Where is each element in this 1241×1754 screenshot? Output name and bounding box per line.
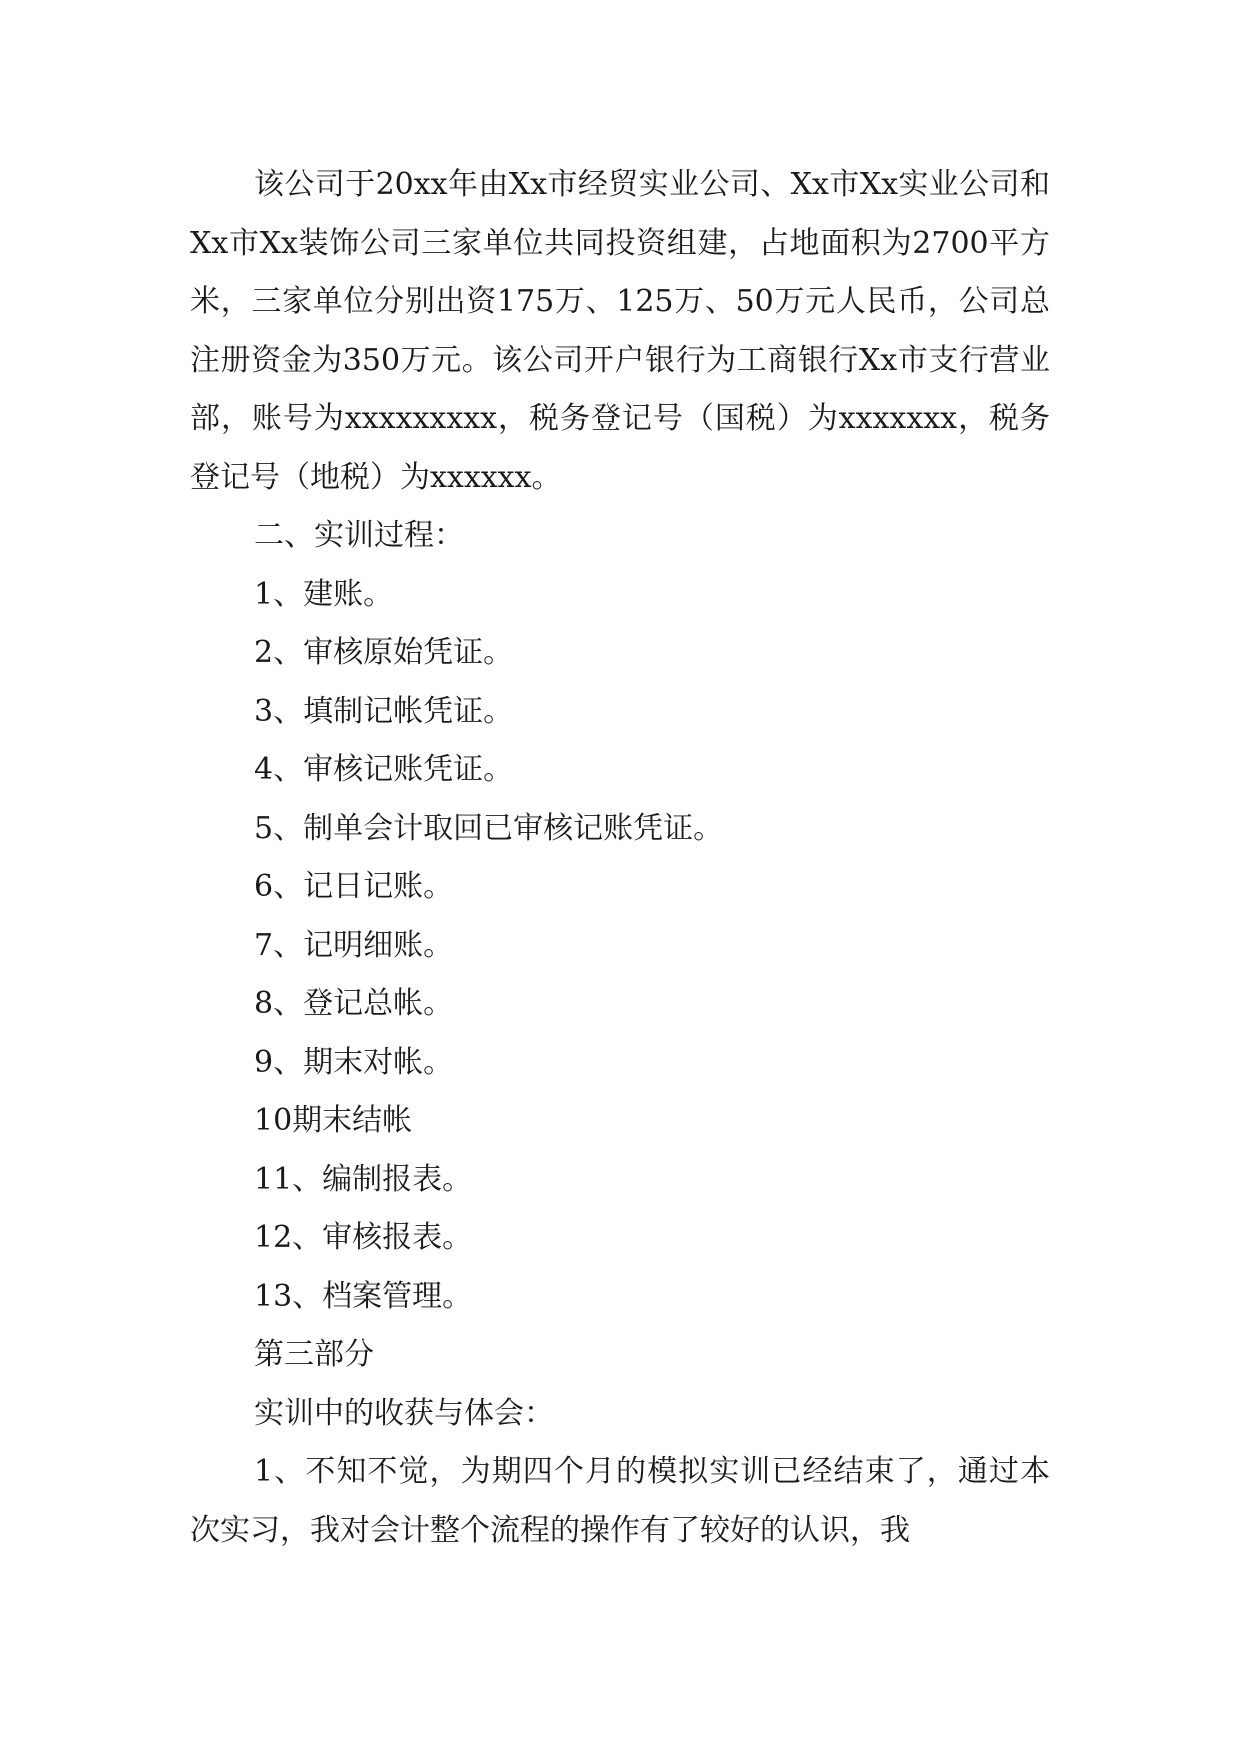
step-item: 3、填制记帐凭证。 [254,693,514,729]
step-item: 6、记日记账。 [254,869,454,904]
step-item: 4、审核记账凭证。 [254,752,514,787]
section-two-heading: 二、实训过程： [254,518,464,553]
step-item: 8、登记总帐。 [254,986,454,1021]
step-item: 2、审核原始凭证。 [254,635,514,670]
document-body [190,156,1050,1560]
step-item: 5、制单会计取回已审核记账凭证。 [254,810,724,846]
part-three-heading: 第三部分 [254,1337,374,1372]
gains-paragraph: 1、不知不觉，为期四个月的模拟实训已经结束了，通过本次实习，我对会计整个流程的操作有了较好的认识，我 [190,1454,1050,1548]
step-item: 9、期末对帐。 [254,1044,454,1080]
step-item: 11、编制报表。 [254,1161,473,1197]
gains-heading: 实训中的收获与体会： [254,1395,554,1431]
step-item: 1、建账。 [254,576,394,612]
step-item: 7、记明细账。 [254,927,454,963]
company-intro-paragraph: 该公司于20xx年由Xx市经贸实业公司、Xx市Xx实业公司和Xx市Xx装饰公司三家单位共同投资组建，占地面积为2700平方米，三家单位分别出资175万、125万、50万元人民币，公司总注册资金为350万元。该公司开户银行为工商银行Xx市支行营业部，账号为xxxxxxxxx，税务登记号（国税）为xxxxxxx，税务登记号（地税）为xxxxxx。 [190,167,1050,495]
step-item: 10期末结帐 [254,1103,413,1138]
step-item: 12、审核报表。 [254,1220,473,1255]
step-item: 13、档案管理。 [254,1278,473,1314]
